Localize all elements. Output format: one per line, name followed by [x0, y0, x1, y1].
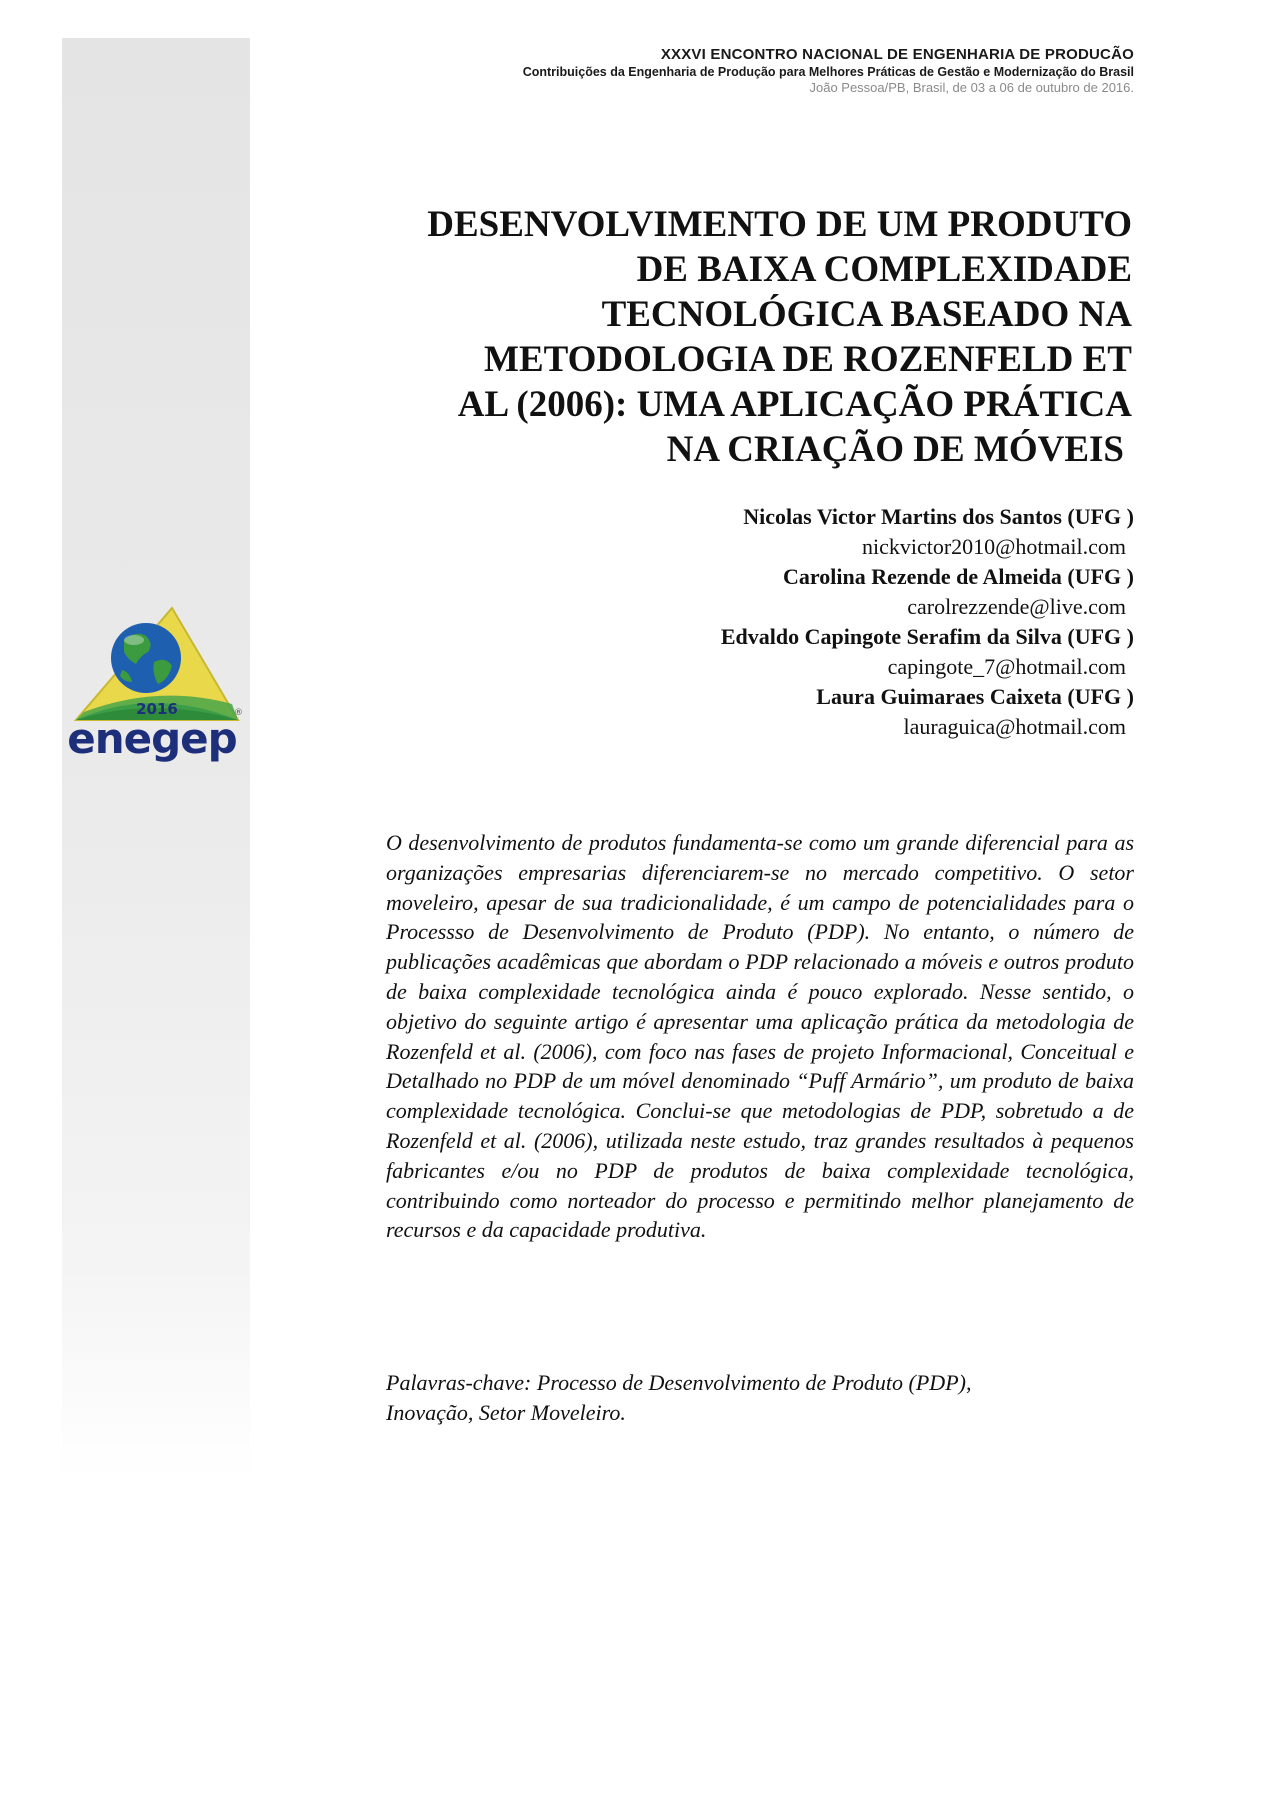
paper-title: [332, 202, 1132, 472]
conference-theme: Contribuições da Engenharia de Produção para Melhores Práticas de Gestão e Modernização do Brasil: [522, 65, 1134, 79]
author-name: Carolina Rezende de Almeida (UFG ): [783, 564, 1134, 589]
author-list: [721, 502, 1134, 742]
author-email[interactable]: nickvictor2010@hotmail.com: [861, 534, 1126, 559]
author-name: Edvaldo Capingote Serafim da Silva (UFG ): [720, 624, 1134, 649]
keywords-line: Palavras-chave: Processo de Desenvolvimento de Produto (PDP),: [386, 1370, 972, 1395]
enegep-logo: [62, 600, 250, 770]
abstract-text: O desenvolvimento de produtos fundamenta-se como um grande diferencial para as organizações empresarias diferenciarem-se no mercado competitivo. O setor moveleiro, apesar de sua tradicionalidade, é um campo de potencialidades para o Processso de Desenvolvimento de Produto (PDP). No entanto, o número de publicações acadêmicas que abordam o PDP relacionado a móveis e outros produto de baixa complexidade tecnológica ainda é pouco explorado. Nesse sentido, o objetivo do seguinte artigo é apresentar uma aplicação prática da metodologia de Rozenfeld et al. (2006), com foco nas fases de projeto Informacional, Conceitual e Detalhado no PDP de um móvel denominado “Puff Armário”, um produto de baixa complexidade tecnológica. Conclui-se que metodologias de PDP, sobretudo a de Rozenfeld et al. (2006), utilizada neste estudo, traz grandes resultados à pequenos fabricantes e/ou no PDP de produtos de baixa complexidade tecnológica, contribuindo como norteador do processo e permitindo melhor planejamento de recursos e da capacidade produtiva.: [386, 830, 1134, 1243]
globe-highlight: [124, 635, 144, 645]
conference-header: [523, 46, 1134, 95]
title-line: METODOLOGIA DE ROZENFELD ET: [484, 339, 1132, 380]
title-line: DE BAIXA COMPLEXIDADE: [636, 249, 1132, 290]
title-line: DESENVOLVIMENTO DE UM PRODUTO: [427, 204, 1132, 245]
logo-year: 2016: [136, 700, 178, 718]
author-email[interactable]: capingote_7@hotmail.com: [887, 654, 1126, 679]
title-line: TECNOLÓGICA BASEADO NA: [601, 294, 1132, 335]
conference-location-date: João Pessoa/PB, Brasil, de 03 a 06 de outubro de 2016.: [809, 80, 1134, 95]
title-line: NA CRIAÇÃO DE MÓVEIS: [666, 429, 1124, 470]
title-line: AL (2006): UMA APLICAÇÃO PRÁTICA: [457, 384, 1132, 425]
author-email[interactable]: lauraguica@hotmail.com: [903, 714, 1126, 739]
globe-icon: [111, 623, 181, 693]
keywords-line: Inovação, Setor Moveleiro.: [386, 1400, 626, 1425]
keywords: [386, 1368, 1134, 1428]
conference-name: XXXVI ENCONTRO NACIONAL DE ENGENHARIA DE PRODUCÃO: [660, 46, 1134, 63]
author-email[interactable]: carolrezzende@live.com: [907, 594, 1126, 619]
author-name: Nicolas Victor Martins dos Santos (UFG ): [743, 504, 1134, 529]
logo-registered-mark: ®: [234, 708, 243, 718]
logo-wordmark: enegep: [67, 714, 237, 763]
author-name: Laura Guimaraes Caixeta (UFG ): [816, 684, 1134, 709]
